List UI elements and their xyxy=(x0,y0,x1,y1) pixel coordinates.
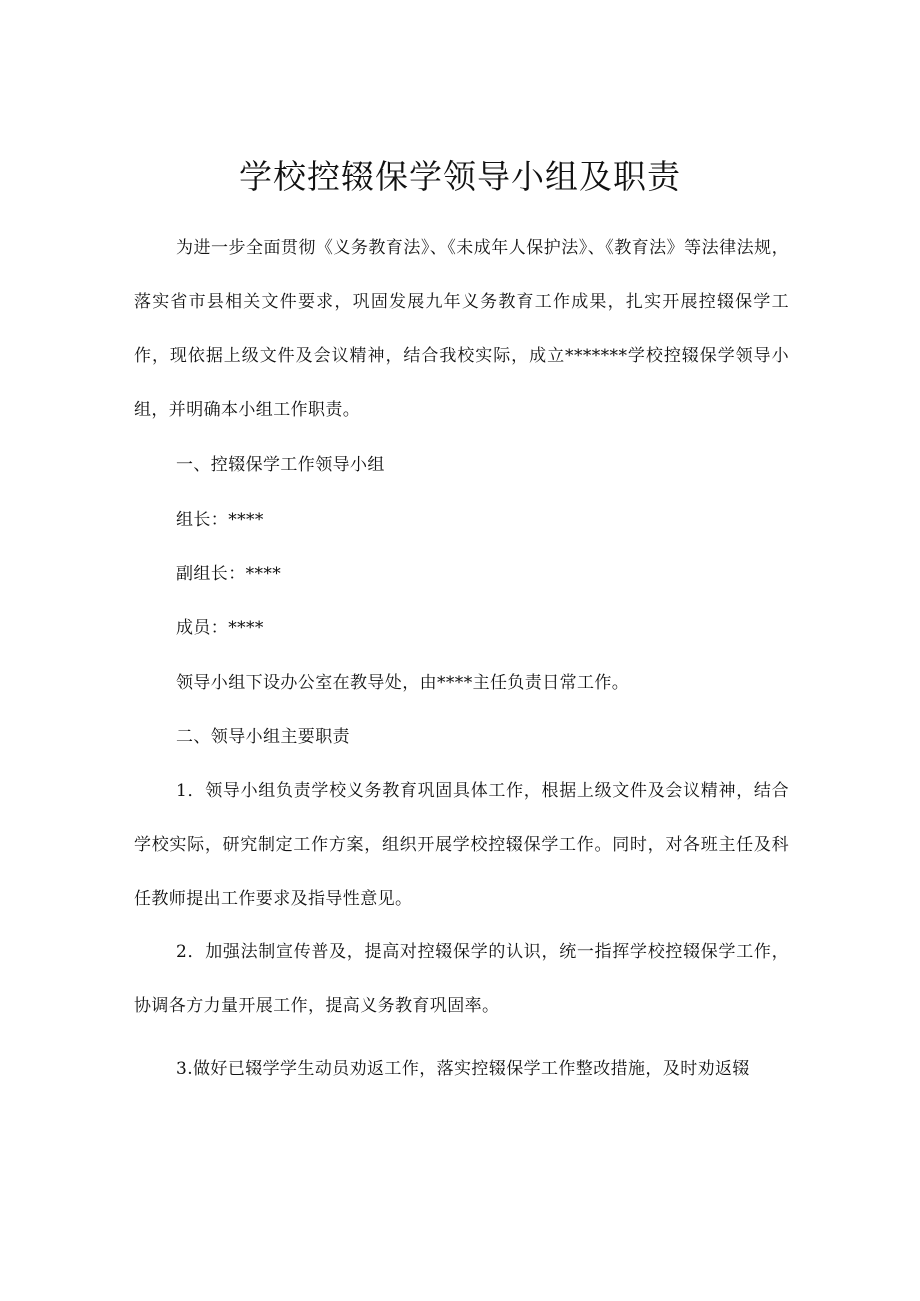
document-title: 学校控辍保学领导小组及职责 xyxy=(239,157,681,196)
section1-heading: 一、控辍保学工作领导小组 xyxy=(176,455,385,475)
leader-line: 组长：**** xyxy=(176,510,264,530)
duty-2-paragraph: 2．加强法制宣传普及，提高对控辍保学的认识，统一指挥学校控辍保学工作，协调各方力量开展工作，提高义务教育巩固率。 xyxy=(134,942,789,1016)
members-line: 成员：**** xyxy=(176,618,264,638)
intro-paragraph: 为进一步全面贯彻《义务教育法》、《未成年人保护法》、《教育法》等法律法规，落实省市县相关文件要求，巩固发展九年义务教育工作成果，扎实开展控辍保学工作，现依据上级文件及会议精神，结合我校实际，成立*******学校控辍保学领导小组，并明确本小组工作职责。 xyxy=(134,238,789,420)
office-note-line: 领导小组下设办公室在教导处，由****主任负责日常工作。 xyxy=(176,673,630,693)
section2-heading: 二、领导小组主要职责 xyxy=(176,727,350,747)
deputy-leader-line: 副组长：**** xyxy=(176,564,282,584)
duty-1-paragraph: 1．领导小组负责学校义务教育巩固具体工作，根据上级文件及会议精神，结合学校实际，研究制定工作方案，组织开展学校控辍保学工作。同时，对各班主任及科任教师提出工作要求及指导性意见。 xyxy=(134,781,789,909)
duty-3-paragraph: 3.做好已辍学学生动员劝返工作，落实控辍保学工作整改措施，及时劝返辍 xyxy=(176,1059,750,1079)
